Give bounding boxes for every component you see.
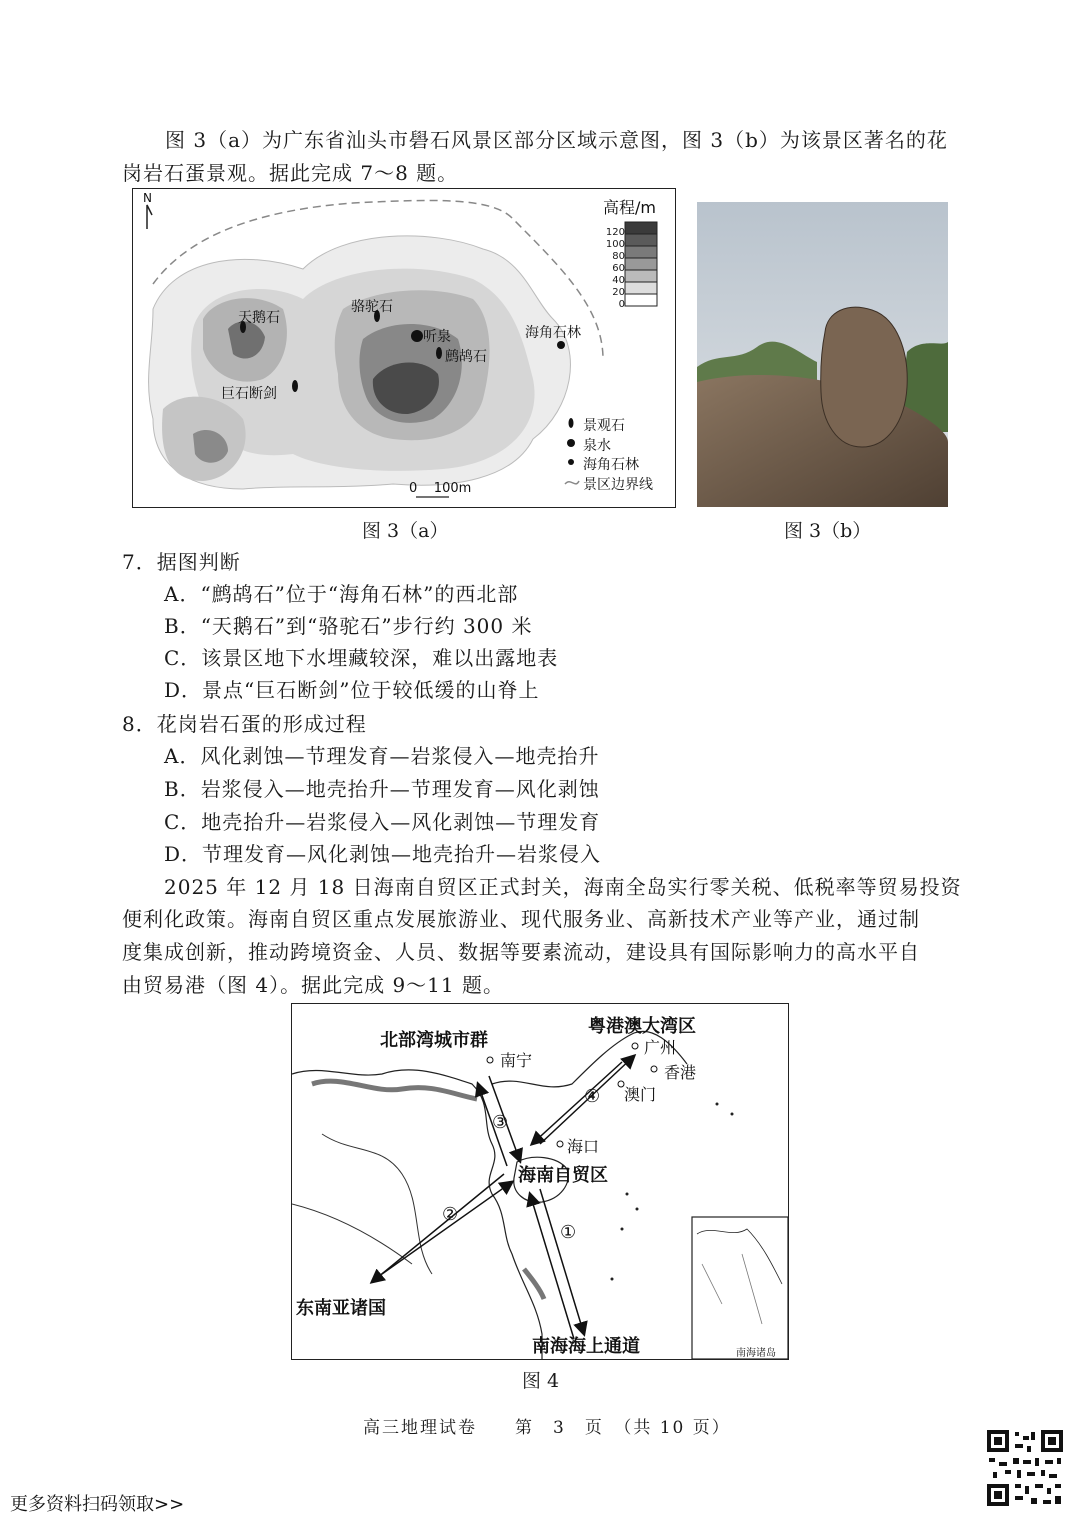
legend-spring-label: 泉水 bbox=[583, 438, 611, 454]
place-tingquan: 听泉 bbox=[423, 329, 451, 345]
arrow-route-2-south bbox=[372, 1174, 504, 1282]
intro-line-1: 图 3（a）为广东省汕头市礐石风景区部分区域示意图，图 3（b）为该景区著名的花 bbox=[165, 128, 948, 152]
label-nanning: 南宁 bbox=[500, 1051, 533, 1070]
question-8-option-d: D．节理发育—风化剥蚀—地壳抬升—岩浆侵入 bbox=[164, 842, 602, 866]
question-8-option-b: B．岩浆侵入—地壳抬升—节理发育—风化剥蚀 bbox=[164, 777, 600, 801]
inner-border-2 bbox=[292, 1204, 412, 1264]
island-dot bbox=[626, 1193, 629, 1196]
swatch-20 bbox=[625, 282, 657, 294]
boulder bbox=[821, 307, 907, 447]
elev-120: 120 bbox=[605, 227, 625, 238]
question-7-option-c: C．该景区地下水埋藏较深，难以出露地表 bbox=[164, 646, 559, 670]
legend-boundary-label: 景区边界线 bbox=[583, 477, 653, 493]
place-luotuo: 骆驼石 bbox=[351, 299, 393, 315]
label-haikou: 海口 bbox=[567, 1137, 600, 1156]
place-jushi: 巨石断剑 bbox=[221, 386, 277, 402]
city-point-haikou bbox=[557, 1141, 563, 1147]
island-arc bbox=[524, 1269, 544, 1299]
label-beibu-gulf-cities: 北部湾城市群 bbox=[380, 1030, 488, 1051]
intro-line-2: 岗岩石蛋景观。据此完成 7～8 题。 bbox=[122, 161, 459, 185]
city-point-hongkong bbox=[651, 1066, 657, 1072]
stone-marker-jushi bbox=[292, 380, 298, 392]
intro2-line-4: 由贸易港（图 4）。据此完成 9～11 题。 bbox=[122, 973, 504, 997]
figure-3a-caption: 图 3（a） bbox=[362, 520, 449, 542]
swatch-40 bbox=[625, 270, 657, 282]
swatch-60 bbox=[625, 258, 657, 270]
elev-60: 60 bbox=[612, 263, 625, 274]
route-number-2: ② bbox=[442, 1204, 459, 1225]
figure-3a-map bbox=[132, 188, 676, 508]
arrow-route-1-north bbox=[530, 1194, 577, 1339]
qr-code-icon bbox=[985, 1428, 1065, 1508]
question-8-option-a: A．风化剥蚀—节理发育—岩浆侵入—地壳抬升 bbox=[164, 744, 600, 768]
route-number-3: ③ bbox=[492, 1112, 509, 1133]
question-7-stem: 7．据图判断 bbox=[122, 550, 241, 574]
place-zhegu: 鹧鸪石 bbox=[445, 349, 487, 365]
granite-boulder-photo bbox=[697, 202, 948, 507]
north-arrow-icon bbox=[147, 205, 152, 229]
elev-80: 80 bbox=[612, 251, 625, 262]
label-guangzhou: 广州 bbox=[644, 1038, 677, 1057]
elev-40: 40 bbox=[612, 275, 625, 286]
legend-stone-label: 景观石 bbox=[583, 418, 625, 434]
place-tiane: 天鹅石 bbox=[238, 310, 280, 326]
question-7-option-d: D．景点“巨石断剑”位于较低缓的山脊上 bbox=[164, 678, 540, 702]
inner-border-1 bbox=[322, 1134, 432, 1274]
route-number-4: ④ bbox=[584, 1086, 601, 1107]
question-8-stem: 8．花岗岩石蛋的形成过程 bbox=[122, 712, 367, 736]
intro2-line-3: 度集成创新，推动跨境资金、人员、数据等要素流动，建设具有国际影响力的高水平自 bbox=[122, 940, 920, 964]
legend-spring-symbol bbox=[567, 439, 575, 447]
inset-label: 南海诸岛 bbox=[736, 1348, 776, 1359]
place-haijiao: 海角石林 bbox=[525, 325, 581, 341]
island-dot bbox=[636, 1208, 639, 1211]
intro2-line-1: 2025 年 12 月 18 日海南自贸区正式封关，海南全岛实行零关税、低税率等贸易投资 bbox=[164, 875, 962, 899]
spring-marker-tingquan bbox=[411, 330, 423, 342]
scale-label: 0 100m bbox=[409, 481, 472, 496]
elevation-legend-swatches bbox=[625, 222, 657, 306]
legend-forest-label: 海角石林 bbox=[583, 457, 639, 473]
legend-stone-symbol bbox=[569, 418, 574, 428]
label-southeast-asia: 东南亚诸国 bbox=[296, 1298, 386, 1319]
swatch-100 bbox=[625, 234, 657, 246]
elevation-labels bbox=[601, 227, 625, 311]
label-macau: 澳门 bbox=[624, 1085, 657, 1104]
page-footer: 高三地理试卷 第 3 页 （共 10 页） bbox=[363, 1418, 731, 1438]
intro2-line-2: 便利化政策。海南自贸区重点发展旅游业、现代服务业、高新技术产业等产业，通过制 bbox=[122, 907, 920, 931]
arrow-route-4-south bbox=[532, 1062, 622, 1144]
swatch-120 bbox=[625, 222, 657, 234]
qr-code[interactable] bbox=[985, 1428, 1065, 1508]
island-dot bbox=[716, 1103, 719, 1106]
arrow-route-1-south bbox=[540, 1189, 584, 1334]
promo-link[interactable]: 更多资料扫码领取>> bbox=[10, 1494, 185, 1515]
legend-forest-symbol bbox=[568, 459, 574, 465]
elev-20: 20 bbox=[612, 287, 625, 298]
stone-marker-zhegu bbox=[436, 347, 442, 359]
swatch-80 bbox=[625, 246, 657, 258]
legend-boundary-symbol bbox=[565, 481, 579, 484]
city-point-nanning bbox=[487, 1057, 493, 1063]
legend-title: 高程/m bbox=[603, 198, 656, 217]
arrow-route-2-north bbox=[382, 1182, 512, 1274]
figure-4-map bbox=[291, 1003, 789, 1360]
swatch-0 bbox=[625, 294, 657, 306]
label-hainan-ftz: 海南自贸区 bbox=[518, 1165, 608, 1186]
figure-3b-photo bbox=[697, 202, 948, 507]
elev-0: 0 bbox=[618, 299, 625, 310]
label-hongkong: 香港 bbox=[664, 1063, 697, 1082]
island-dot bbox=[731, 1113, 734, 1116]
city-point-guangzhou bbox=[632, 1043, 638, 1049]
label-south-china-sea-route: 南海海上通道 bbox=[532, 1336, 640, 1357]
question-7-option-a: A．“鹧鸪石”位于“海角石林”的西北部 bbox=[164, 582, 519, 606]
forest-marker-haijiao bbox=[557, 341, 565, 349]
route-number-1: ① bbox=[560, 1222, 577, 1243]
elev-100: 100 bbox=[605, 239, 625, 250]
border-thick bbox=[312, 1081, 477, 1099]
figure-4-caption: 图 4 bbox=[522, 1370, 560, 1392]
question-8-option-c: C．地壳抬升—岩浆侵入—风化剥蚀—节理发育 bbox=[164, 810, 601, 834]
inset-map-frame bbox=[692, 1217, 788, 1359]
island-dot bbox=[621, 1228, 624, 1231]
island-dot bbox=[611, 1278, 614, 1281]
question-7-option-b: B．“天鹅石”到“骆驼石”步行约 300 米 bbox=[164, 614, 533, 638]
figure-3b-caption: 图 3（b） bbox=[784, 520, 872, 542]
label-greater-bay-area: 粤港澳大湾区 bbox=[588, 1016, 696, 1037]
north-label: N bbox=[143, 191, 152, 205]
